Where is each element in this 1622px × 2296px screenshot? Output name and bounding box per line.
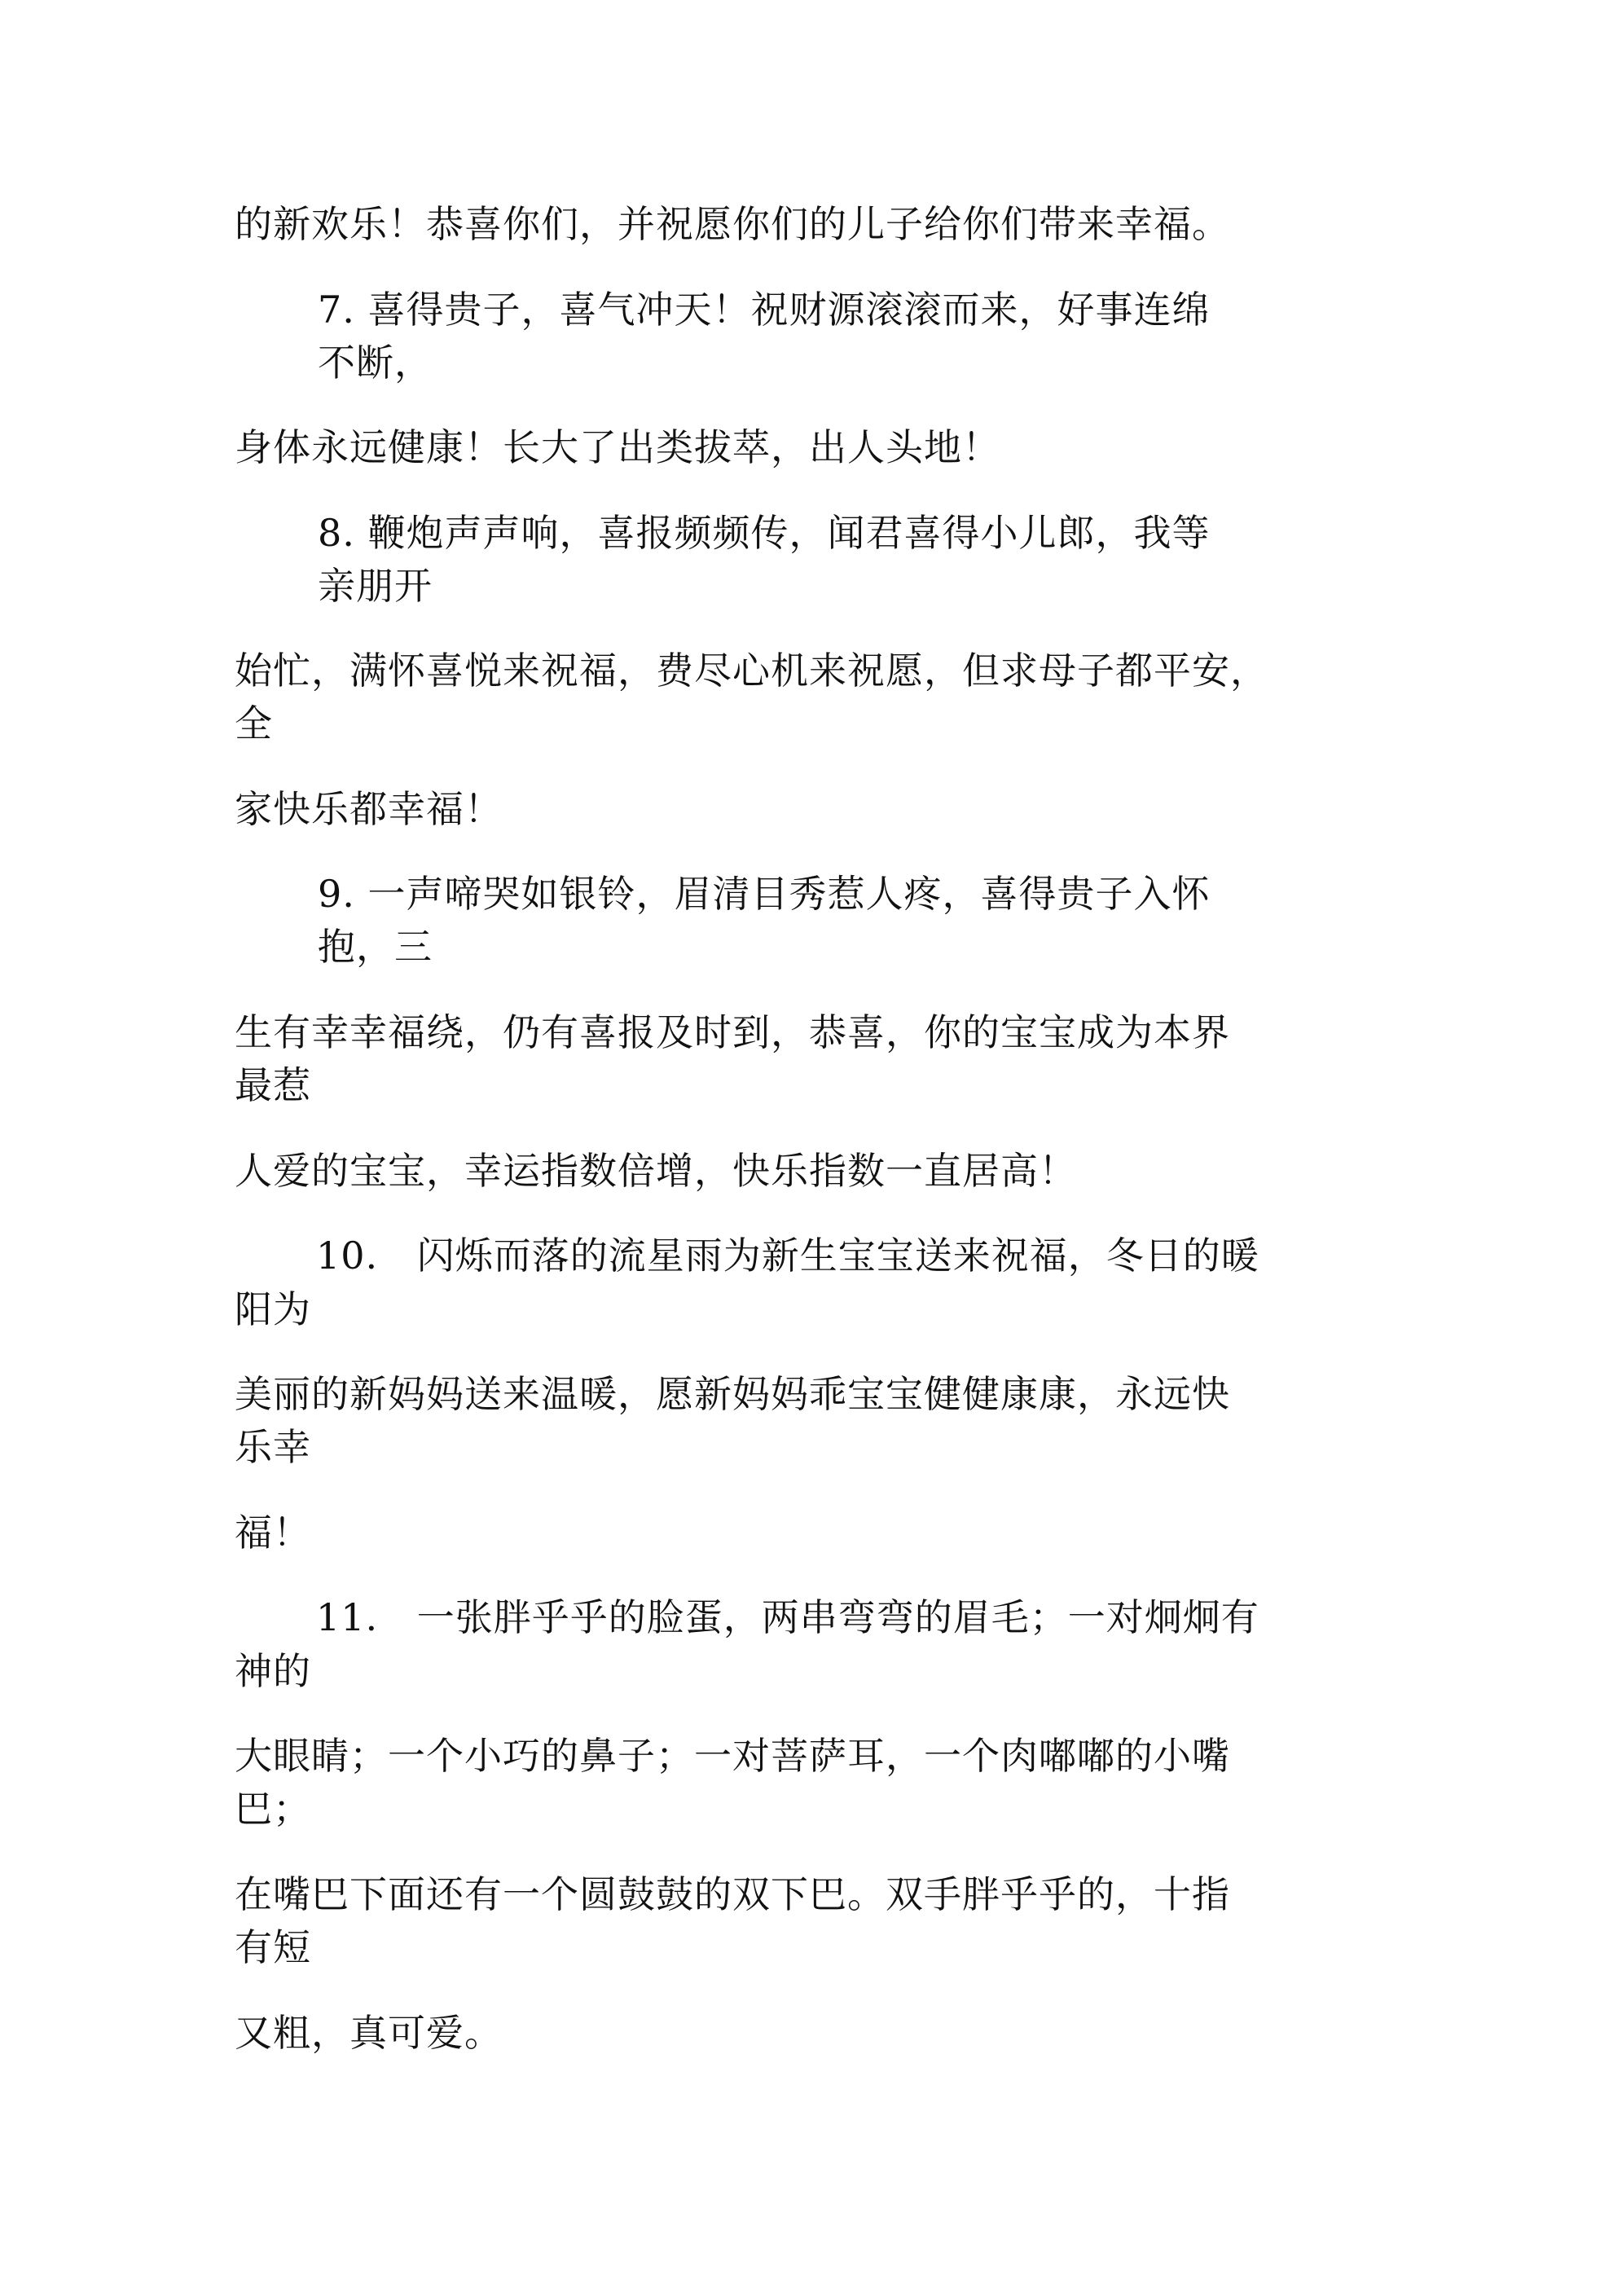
text-line: 大眼睛；一个小巧的鼻子；一对菩萨耳，一个肉嘟嘟的小嘴 [235,1734,1230,1778]
item-text: 一张胖乎乎的脸蛋，两串弯弯的眉毛；一对炯炯有 [416,1595,1259,1639]
item-number: 7. [318,288,355,332]
text-line: 在嘴巴下面还有一个圆鼓鼓的双下巴。双手胖乎乎的，十指 [235,1872,1230,1916]
list-item-9-continuation: 抱，三 [318,925,433,969]
text-line: 始忙，满怀喜悦来祝福，费尽心机来祝愿，但求母子都平安， [235,649,1268,693]
list-item-9 [318,867,1211,921]
item-number: 11. [316,1595,379,1639]
text-line: 全 [235,702,273,746]
item-text: 喜得贵子，喜气冲天！祝财源滚滚而来，好事连绵 [367,288,1211,332]
list-item-7 [318,283,1211,336]
list-item-7-continuation: 不断， [318,341,433,385]
text-line: 身体永远健康！长大了出类拔萃，出人头地！ [235,425,1000,469]
text-line: 的新欢乐！恭喜你们，并祝愿你们的儿子给你们带来幸福。 [235,202,1230,246]
item-text: 一声啼哭如银铃，眉清目秀惹人疼，喜得贵子入怀 [367,872,1211,916]
item-number: 9. [318,872,355,916]
item-text: 鞭炮声声响，喜报频频传，闻君喜得小儿郎，我等 [367,511,1211,555]
item-number: 8. [318,511,355,555]
list-item-8-continuation: 亲朋开 [318,564,433,608]
text-line: 家快乐都幸福！ [235,787,503,831]
text-line: 美丽的新妈妈送来温暖，愿新妈妈乖宝宝健健康康，永远快 [235,1372,1230,1416]
text-line: 神的 [235,1649,311,1693]
list-item-10 [316,1229,1259,1282]
text-line: 又粗，真可爱。 [235,2011,503,2055]
text-line: 阳为 [235,1287,311,1331]
item-text: 闪烁而落的流星雨为新生宝宝送来祝福，冬日的暖 [416,1234,1259,1278]
text-line: 有短 [235,1925,311,1969]
item-number: 10. [316,1234,379,1278]
text-line: 福！ [235,1511,311,1555]
list-item-11 [316,1590,1259,1644]
text-line: 人爱的宝宝，幸运指数倍增，快乐指数一直居高！ [235,1149,1077,1193]
text-line: 乐幸 [235,1425,311,1469]
list-item-8 [318,506,1211,560]
text-line: 最惹 [235,1063,311,1107]
text-line: 巴； [235,1787,311,1831]
text-line: 生有幸幸福绕，仍有喜报及时到，恭喜，你的宝宝成为本界 [235,1010,1230,1054]
